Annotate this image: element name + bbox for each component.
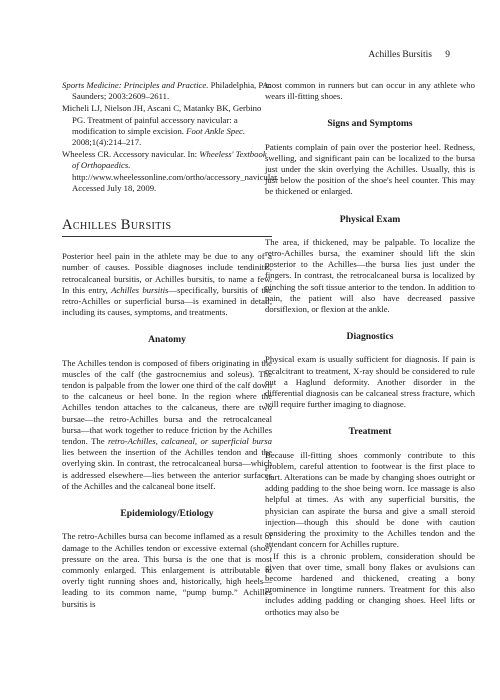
anatomy-paragraph: The Achilles tendon is composed of fibers originating in the muscles of the calf (the gastrocnemius and soleus). The tendon is palpable from the lower one third of the calf down to the calcaneus or heel bone. In the region where the Achilles tendon attaches to the calcaneus, there are two bursae—the retro-Achilles bursa and the retrocalcaneal bursa—that work together to reduce friction by the Achilles tendon. The retro-Achilles, calcaneal, or superficial bursa lies between the insertion of the Achilles tendon and the overlying skin. In contrast, the retrocalcaneal bursa—which is addressed elsewhere—lies between the anterior surfaces of the Achilles and the calcaneal bone itself. xyxy=(62,357,272,491)
intro-paragraph: Posterior heel pain in the athlete may be due to any of a number of causes. Possible diagnoses include tendinitis, retrocalcaneal bursitis, or Achilles bursitis, to name a few. In this entry, Achilles bursitis—specifically, bursitis of the retro-Achilles or superficial bursa—is examined in detail, including its causes, symptoms, and treatments. xyxy=(62,251,272,318)
continuation-paragraph: most common in runners but can occur in any athlete who wears ill-fitting shoes. xyxy=(265,80,475,102)
anatomy-heading: Anatomy xyxy=(148,334,186,346)
entry-title: Achilles Bursitis xyxy=(62,217,172,234)
reference-item: Wheeless CR. Accessory navicular. In: Wheeless' Textbook of Orthopaedics. http://www.wheelessonline.com/ortho/accessory_navicular. Accessed July 18, 2009. xyxy=(62,149,279,193)
treatment-paragraph-2: If this is a chronic problem, consideration should be given that over time, small bony flakes or avulsions can become hardened and thickened, creating a bony prominence in longtime runners. Treatment for this also includes adding padding or changing shoes. Heel lifts or orthotics may also be xyxy=(265,550,475,617)
signs-paragraph: Patients complain of pain over the posterior heel. Redness, swelling, and significant pain can be localized to the bursa just under the skin overlying the Achilles. Usually, this is just below the position of the shoe's heel counter. This may be thickened or enlarged. xyxy=(265,141,475,197)
reference-item: Micheli LJ, Nielson JH, Ascani C, Matanky BK, Gerbino PG. Treatment of painful accessory navicular: a modification to simple excision. Foot Ankle Spec. 2008;1(4):214–217. xyxy=(62,103,262,148)
right-column xyxy=(265,80,475,618)
reference-item: Sports Medicine: Principles and Practice. Philadelphia, PA: Saunders; 2003:2609–2611. xyxy=(62,80,272,102)
exam-paragraph: The area, if thickened, may be palpable. To localize the retro-Achilles bursa, the examiner should lift the skin posterior to the Achilles—the bursa lies just under the fingers. In contrast, the retrocalcaneal bursa is localized by pinching the soft tissue anterior to the tendon. In addition to pain, the patient will also have decreased passive dorsiflexion, or flexion at the ankle. xyxy=(265,236,475,315)
epidemiology-heading: Epidemiology/Etiology xyxy=(120,508,214,520)
diagnostics-heading: Diagnostics xyxy=(346,331,394,343)
treatment-heading: Treatment xyxy=(348,426,392,438)
page-header xyxy=(50,50,450,64)
page-number: 9 xyxy=(445,50,450,60)
exam-heading: Physical Exam xyxy=(339,213,401,225)
treatment-paragraph-1: Because ill-fitting shoes commonly contribute to this problem, careful attention to footwear is the first place to start. Alterations can be made by changing shoes outright or adding padding to the shoe being worn. Ice massage is also helpful at times. As with any superficial bursitis, the physician can aspirate the bursa and give a small steroid injection—though this should be done with caution considering the proximity to the Achilles tendon and the attendant concern for Achilles rupture. xyxy=(265,449,475,550)
entry-title-block xyxy=(62,217,272,237)
running-title: Achilles Bursitis xyxy=(368,50,432,60)
reference-list xyxy=(62,80,279,194)
signs-heading: Signs and Symptoms xyxy=(327,118,413,130)
diagnostics-paragraph: Physical exam is usually sufficient for diagnosis. If pain is recalcitrant to treatment, X-ray should be considered to rule out a Haglund deformity. Another disorder in the differential diagnosis can be calcaneal stress fracture, which will require further imaging to diagnose. xyxy=(265,354,475,410)
left-column xyxy=(62,80,279,610)
epidemiology-paragraph: The retro-Achilles bursa can become inflamed as a result of damage to the Achilles tendon or excessive external (shoe) pressure on the area. This bursa is the one that is most commonly enlarged. This enlargement is attributable to overly tight running shoes and, historically, high heels—leading to its common name, “pump bump.” Achilles bursitis is xyxy=(62,531,272,609)
